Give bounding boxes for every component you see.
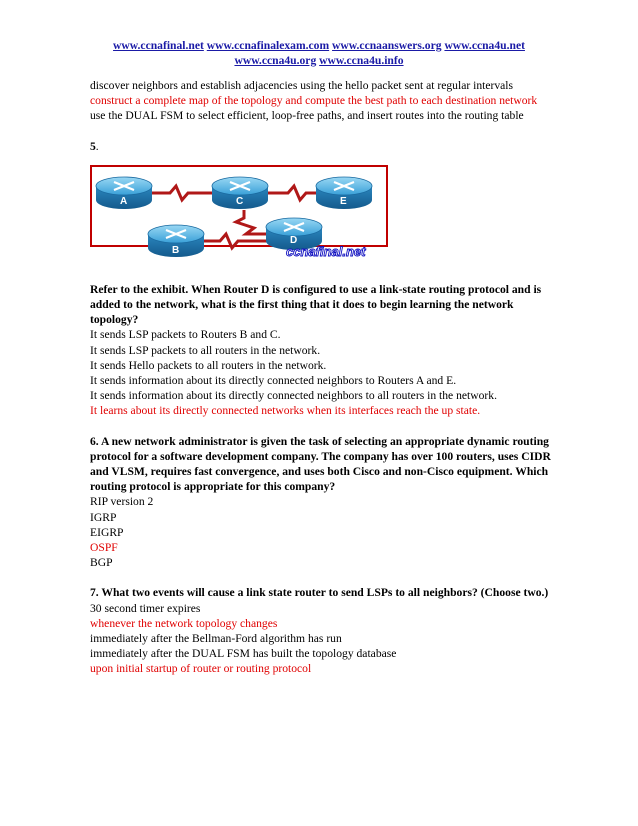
question-6: 6. A new network administrator is given the task of selecting an appropriate dynamic routing protocol for a software development company. The company has over 100 routers, uses CIDR and VLSM, requires fast convergence, and uses both Cisco and non-Cisco equipment. Which routing protocol is appropriate for this company? RIP version 2 IGRP EIGRP OSPF BGP	[90, 434, 551, 570]
answer-option: discover neighbors and establish adjacencies using the hello packet sent at regular intervals	[90, 79, 514, 92]
question-number: 5	[90, 139, 96, 153]
header-link[interactable]: www.ccnafinal.net	[113, 39, 204, 52]
answer-option: It sends LSP packets to all routers in the network.	[90, 343, 321, 357]
question-text: Refer to the exhibit. When Router D is configured to use a link-state routing protocol and is added to the network, what is the first thing that it does to begin learning the network topology?	[90, 282, 542, 327]
watermark-text: ccnafinal.net	[286, 243, 366, 259]
header-link[interactable]: www.ccnaanswers.org	[332, 39, 442, 52]
answer-option: use the DUAL FSM to select efficient, loop-free paths, and insert routes into the routing table	[90, 109, 524, 123]
question-5: 5. A C E B D ccnafinal.net Refer to the exhibit. When Router D is configured to use a link-state routing protocol and is added to the network, what is the first thing that it does to begin learning the network topology? It sends LSP packets to Routers B and C. It sends LSP packets to all routers in the network. It sends Hello packets to all routers in the network. It sends information about its directly connected neighbors to Routers A and E. It sends information about its directly connected neighbors to all routers in the network. It learns about its directly connected networks when its interfaces reach the up state.	[90, 139, 552, 419]
answer-option: It sends information about its directly connected neighbors to Routers A and E.	[90, 374, 457, 388]
answer-option-correct: It learns about its directly connected networks when its interfaces reach the up state.	[90, 404, 481, 418]
question-text: A new network administrator is given the task of selecting an appropriate dynamic routing protocol for a software development company. The company has over 100 routers, uses CIDR and VLSM, requires fast convergence, and uses both Cisco and non-Cisco equipment. Which routing protocol is appropriate for this company?	[90, 434, 551, 494]
question-number: 6	[90, 434, 96, 448]
answer-option-correct: whenever the network topology changes	[90, 616, 278, 630]
router-c-icon	[212, 177, 268, 209]
main-content	[90, 78, 552, 677]
router-label: E	[340, 195, 347, 207]
answer-option: immediately after the DUAL FSM has built the topology database	[90, 647, 397, 661]
answer-option: BGP	[90, 556, 113, 570]
header-line-1	[60, 38, 578, 53]
answer-option-correct: upon initial startup of router or routing protocol	[90, 662, 312, 676]
router-b-icon	[148, 225, 204, 257]
header-line-2	[60, 53, 578, 68]
header-links	[60, 38, 578, 68]
router-label: C	[236, 195, 244, 207]
router-label: D	[290, 234, 298, 246]
router-a-icon	[96, 177, 152, 209]
answer-option: It sends information about its directly connected neighbors to all routers in the network.	[90, 389, 497, 403]
router-label: A	[120, 195, 128, 207]
answer-option-correct: construct a complete map of the topology and compute the best path to each destination network	[90, 94, 538, 108]
answer-option: IGRP	[90, 510, 117, 524]
header-link[interactable]: www.ccna4u.info	[319, 54, 404, 67]
header-link[interactable]: www.ccna4u.org	[234, 54, 317, 67]
network-topology-diagram	[90, 164, 390, 266]
network-exhibit	[90, 164, 390, 266]
question-number: 7	[90, 586, 96, 600]
previous-answers	[90, 78, 552, 124]
serial-link-c-e	[266, 186, 320, 200]
answer-option: It sends Hello packets to all routers in the network.	[90, 358, 327, 372]
answer-option: It sends LSP packets to Routers B and C.	[90, 328, 281, 342]
router-label: B	[172, 244, 180, 256]
question-text: What two events will cause a link state router to send LSPs to all neighbors? (Choose two.)	[101, 586, 549, 600]
question-7: 7. What two events will cause a link state router to send LSPs to all neighbors? (Choose two.) 30 second timer expires whenever the network topology changes immediately after the Bellman-Ford algorithm has run immediately after the DUAL FSM has built the topology database upon initial startup of router or routing protocol	[90, 585, 552, 676]
answer-option: immediately after the Bellman-Ford algorithm has run	[90, 632, 342, 646]
serial-link-a-c	[146, 186, 214, 200]
answer-option: RIP version 2	[90, 495, 154, 509]
router-e-icon	[316, 177, 372, 209]
answer-option: 30 second timer expires	[90, 601, 201, 615]
header-link[interactable]: www.ccnafinalexam.com	[206, 39, 330, 52]
answer-option: EIGRP	[90, 525, 124, 539]
answer-option-correct: OSPF	[90, 541, 118, 555]
header-link[interactable]: www.ccna4u.net	[444, 39, 525, 52]
